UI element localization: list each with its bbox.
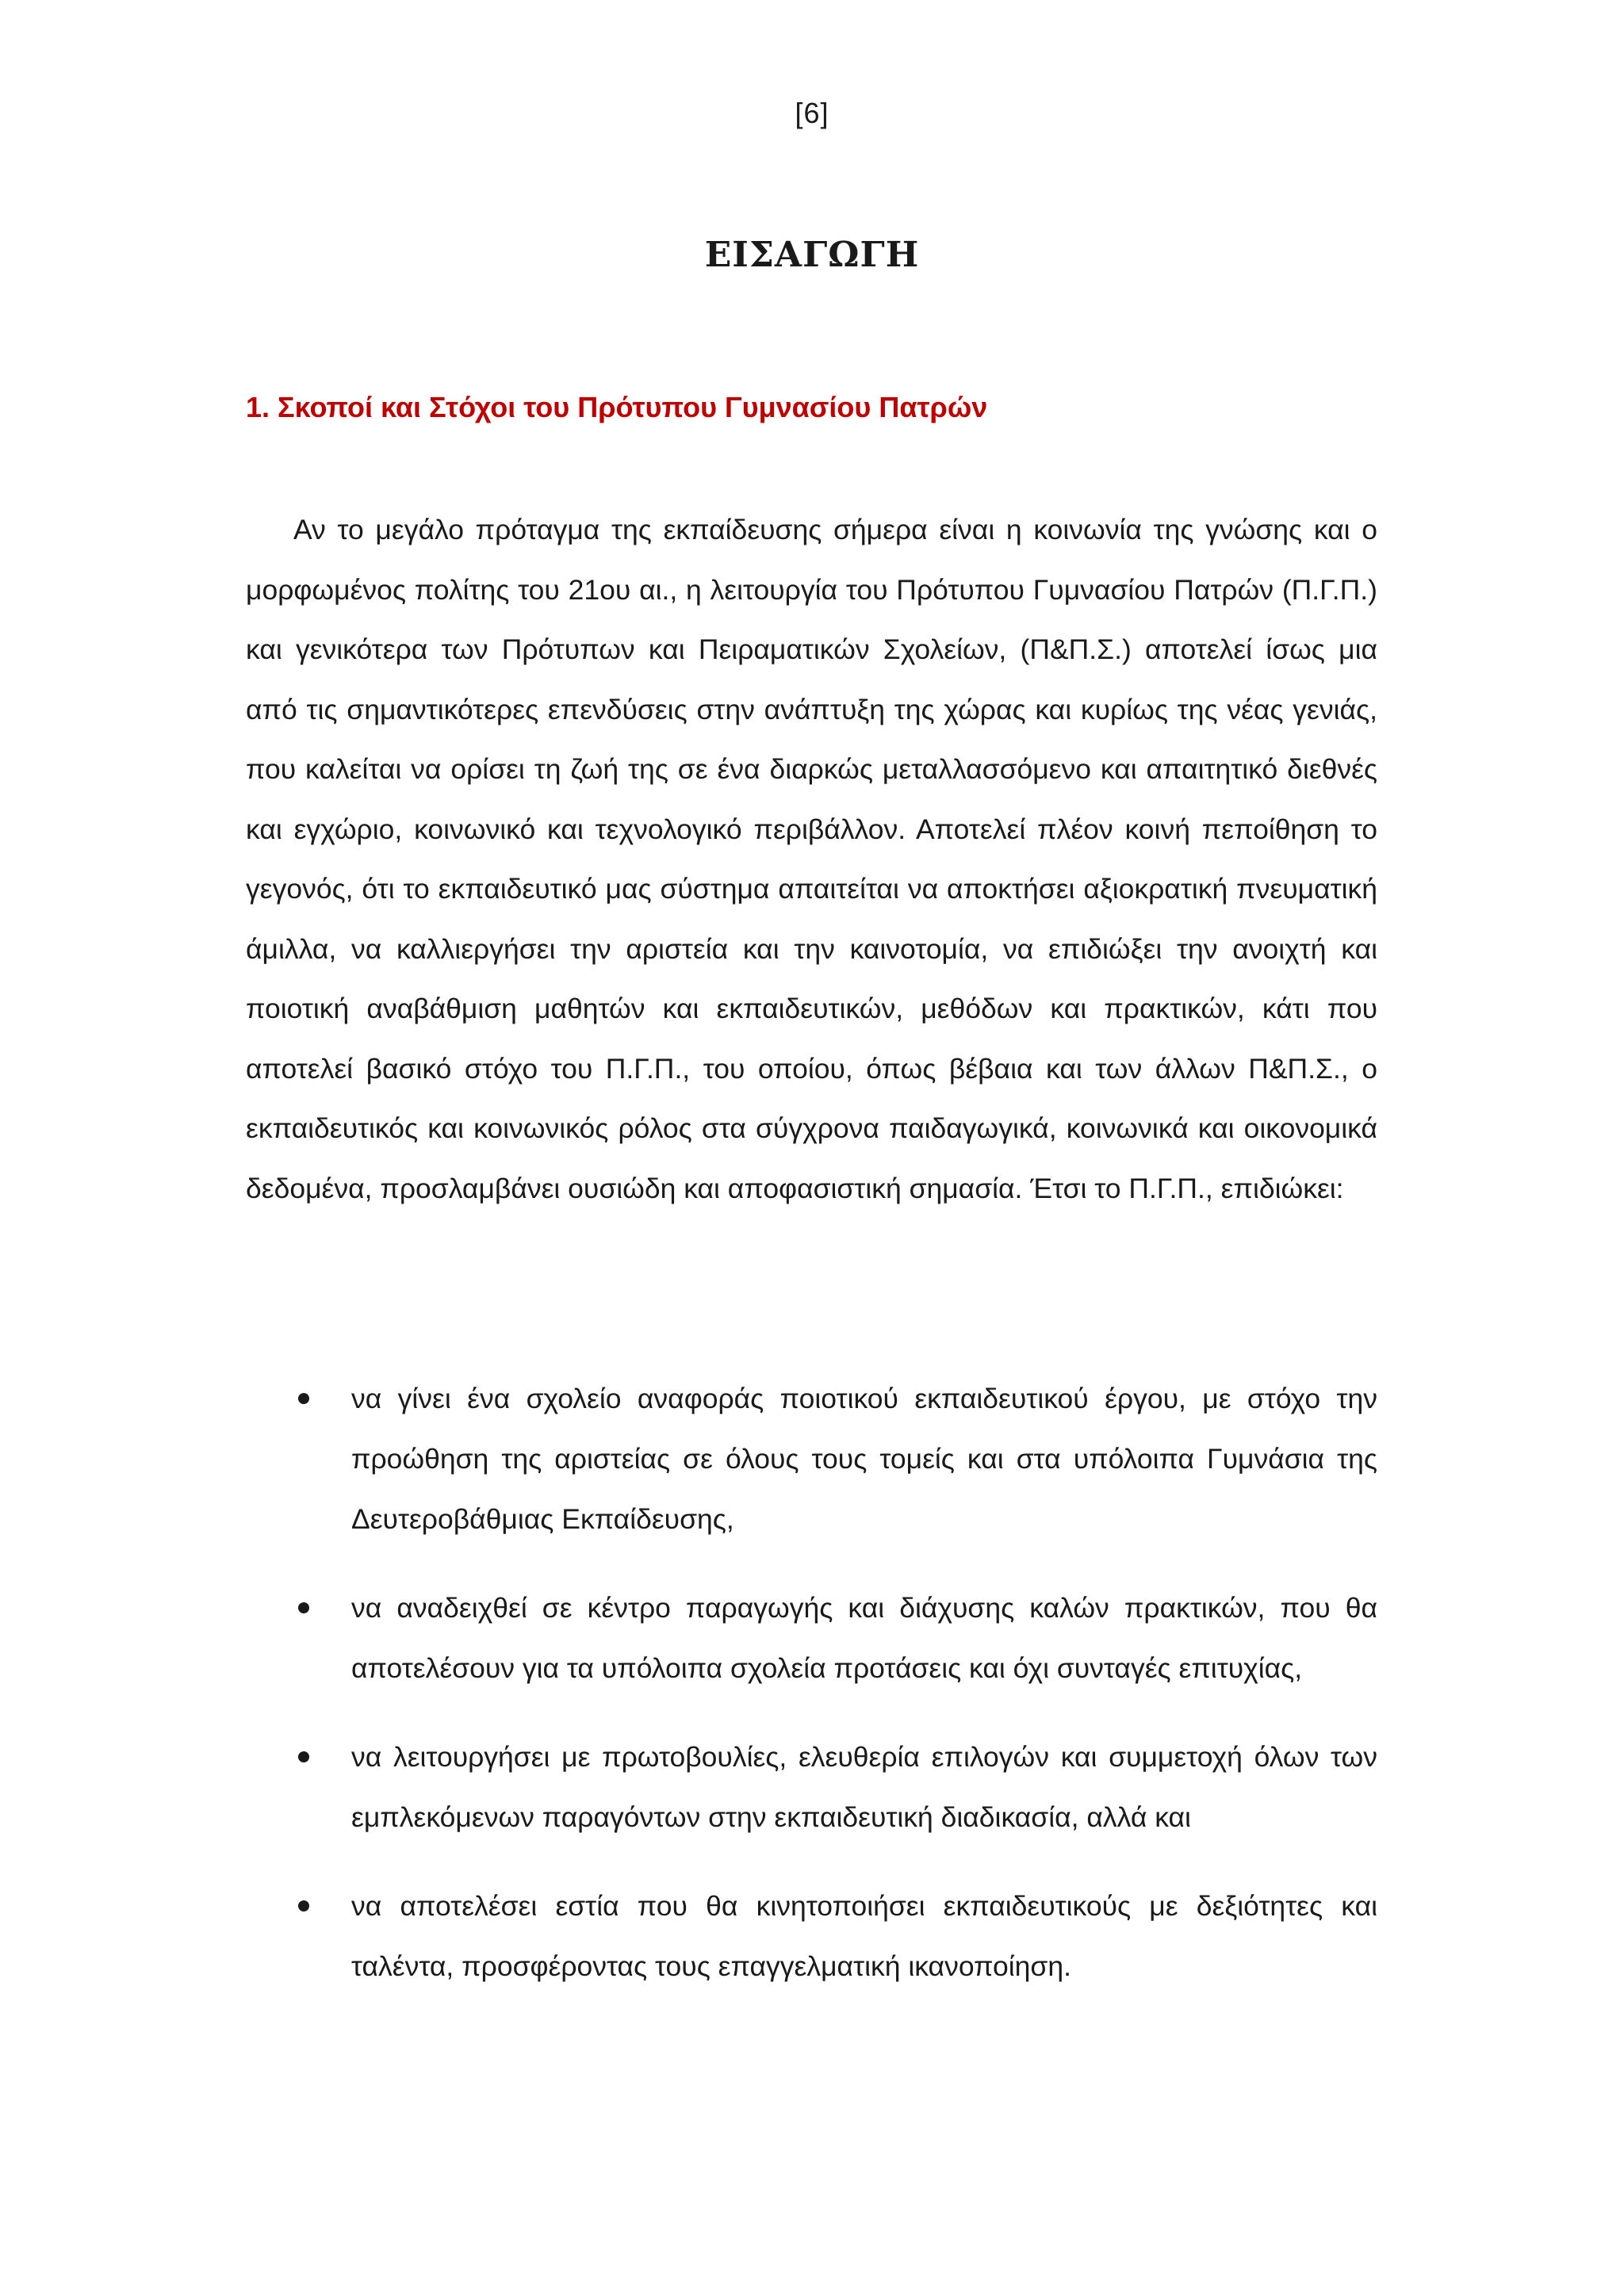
bullet-icon bbox=[298, 1602, 309, 1613]
list-item-text: να γίνει ένα σχολείο αναφοράς ποιοτικού εκπαιδευτικού έργου, με στόχο την προώθηση της αριστείας σε όλους τους τομείς και στα υπόλοιπα Γυμνάσια της Δευτεροβάθμιας Εκπαίδευσης, bbox=[351, 1383, 1377, 1535]
bullet-icon bbox=[298, 1900, 309, 1911]
section-title: 1. Σκοποί και Στόχοι του Πρότυπου Γυμνασίου Πατρών bbox=[246, 391, 988, 423]
list-item bbox=[246, 1876, 1377, 1996]
page-heading: ΕΙΣΑΓΩΓΗ bbox=[704, 235, 920, 275]
page-number: [6] bbox=[795, 97, 829, 129]
list-item bbox=[246, 1578, 1377, 1698]
list-item bbox=[246, 1727, 1377, 1847]
list-item bbox=[246, 1368, 1377, 1549]
goals-list bbox=[246, 1368, 1377, 2025]
bullet-icon bbox=[298, 1751, 309, 1762]
intro-paragraph: Αν το μεγάλο πρόταγμα της εκπαίδευσης σήμερα είναι η κοινωνία της γνώσης και ο μορφωμένος πολίτης του 21ου αι., η λειτουργία του Πρότυπου Γυμνασίου Πατρών (Π.Γ.Π.) και γενικότερα των Πρότυπων και Πειραματικών Σχολείων, (Π&Π.Σ.) αποτελεί ίσως μια από τις σημαντικότερες επενδύσεις στην ανάπτυξη της χώρας και κυρίως της νέας γενιάς, που καλείται να ορίσει τη ζωή της σε ένα διαρκώς μεταλλασσόμενο και απαιτητικό διεθνές και εγχώριο, κοινωνικό και τεχνολογικό περιβάλλον. Αποτελεί πλέον κοινή πεποίθηση το γεγονός, ότι το εκπαιδευτικό μας σύστημα απαιτείται να αποκτήσει αξιοκρατική πνευματική άμιλλα, να καλλιεργήσει την αριστεία και την καινοτομία, να επιδιώξει την ανοιχτή και ποιοτική αναβάθμιση μαθητών και εκπαιδευτικών, μεθόδων και πρακτικών, κάτι που αποτελεί βασικό στόχο του Π.Γ.Π., του οποίου, όπως βέβαια και των άλλων Π&Π.Σ., ο εκπαιδευτικός και κοινωνικός ρόλος στα σύγχρονα παιδαγωγικά, κοινωνικά και οικονομικά δεδομένα, προσλαμβάνει ουσιώδη και αποφασιστική σημασία. Έτσι το Π.Γ.Π., επιδιώκει: bbox=[246, 514, 1377, 1204]
list-item-text: να λειτουργήσει με πρωτοβουλίες, ελευθερία επιλογών και συμμετοχή όλων των εμπλεκόμενων παραγόντων στην εκπαιδευτική διαδικασία, αλλά και bbox=[351, 1741, 1377, 1833]
bullet-icon bbox=[298, 1393, 309, 1404]
list-item-text: να αποτελέσει εστία που θα κινητοποιήσει εκπαιδευτικούς με δεξιότητες και ταλέντα, προσφέροντας τους επαγγελματική ικανοποίηση. bbox=[351, 1890, 1377, 1982]
list-item-text: να αναδειχθεί σε κέντρο παραγωγής και διάχυσης καλών πρακτικών, που θα αποτελέσουν για τα υπόλοιπα σχολεία προτάσεις και όχι συνταγές επιτυχίας, bbox=[351, 1592, 1377, 1684]
